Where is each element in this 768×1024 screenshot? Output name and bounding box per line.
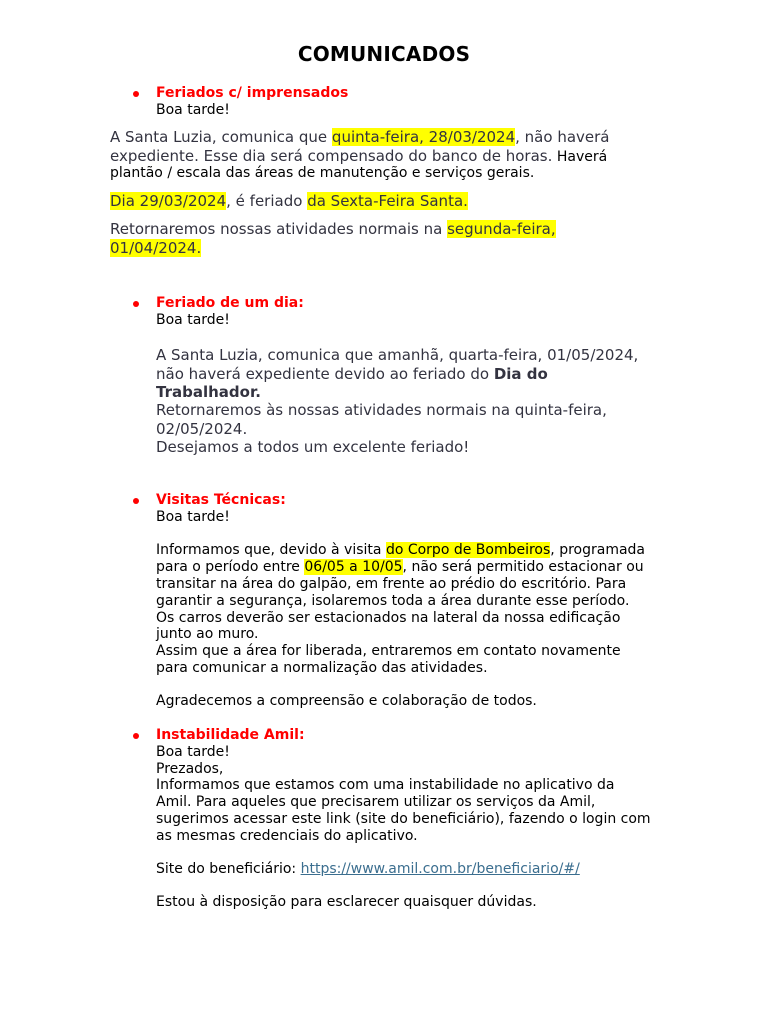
paragraph-line: para comunicar a normalização das atividades. [156,660,488,676]
paragraph-line: as mesmas credenciais do aplicativo. [156,828,418,844]
greeting: Boa tarde! [156,509,230,525]
beneficiario-link[interactable]: https://www.amil.com.br/beneficiario/#/ [300,861,580,877]
greeting: Boa tarde! [156,312,230,328]
paragraph-line: Dia 29/03/2024, é feriado da Sexta-Feira Santa. [110,192,468,210]
bullet-icon [133,498,139,504]
paragraph-line: para o período entre 06/05 a 10/05, não será permitido estacionar ou [156,559,644,575]
bullet-icon [133,733,139,739]
paragraph-line: A Santa Luzia, comunica que amanhã, quarta-feira, 01/05/2024, [156,346,639,364]
highlighted-text: da Sexta-Feira Santa. [307,192,468,210]
paragraph-line: plantão / escala das áreas de manutenção e serviços gerais. [110,165,535,181]
greeting: Boa tarde! [156,744,230,760]
paragraph-line: Desejamos a todos um excelente feriado! [156,438,470,456]
section-heading-feriados: Feriados c/ imprensados [156,85,349,101]
page-title: COMUNICADOS [297,42,471,66]
paragraph-line: Agradecemos a compreensão e colaboração de todos. [156,693,537,709]
highlighted-date: quinta-feira, 28/03/2024 [331,128,516,146]
paragraph-line: transitar na área do galpão, em frente ao prédio do escritório. Para [156,576,627,592]
paragraph-line: sugerimos acessar este link (site do beneficiário), fazendo o login com [156,811,651,827]
section-heading-visitas: Visitas Técnicas: [156,492,286,508]
paragraph-line: não haverá expediente devido ao feriado do Dia do [156,365,548,383]
paragraph-line: Retornaremos nossas atividades normais na segunda-feira, [110,220,556,238]
highlighted-text: do Corpo de Bombeiros [385,542,551,558]
paragraph-line: Assim que a área for liberada, entraremos em contato novamente [156,643,621,659]
paragraph-line: Informamos que, devido à visita do Corpo de Bombeiros, programada [156,542,646,558]
paragraph-line: Retornaremos às nossas atividades normais na quinta-feira, [156,401,607,419]
paragraph-line: Amil. Para aqueles que precisarem utilizar os serviços da Amil, [156,794,596,810]
section-heading-instabilidade: Instabilidade Amil: [156,727,305,743]
bullet-icon [133,91,139,97]
paragraph-line: Informamos que estamos com uma instabilidade no aplicativo da [156,777,615,793]
paragraph-line: Trabalhador. [156,383,261,401]
paragraph-line: 02/05/2024. [156,420,248,438]
closing-line: Estou à disposição para esclarecer quaisquer dúvidas. [156,894,537,910]
section-heading-feriado: Feriado de um dia: [156,295,304,311]
highlighted-date: 06/05 a 10/05 [304,559,403,575]
paragraph-line: junto ao muro. [156,626,259,642]
highlighted-date: segunda-feira, [447,220,556,238]
bullet-icon [133,301,139,307]
paragraph-line: garantir a segurança, isolaremos toda a área durante esse período. [156,593,630,609]
paragraph-line: expediente. Esse dia será compensado do banco de horas. Haverá [110,147,608,165]
paragraph-line [110,239,201,257]
highlighted-date: 01/04/2024. [110,239,202,257]
greeting: Boa tarde! [156,102,230,118]
paragraph-line: Os carros deverão ser estacionados na lateral da nossa edificação [156,610,621,626]
site-line: Site do beneficiário: https://www.amil.com.br/beneficiario/#/ [156,861,580,877]
paragraph-line: Prezados, [156,761,224,777]
paragraph-line: A Santa Luzia, comunica que quinta-feira, 28/03/2024, não haverá [110,128,610,146]
highlighted-date: Dia 29/03/2024 [110,192,227,210]
